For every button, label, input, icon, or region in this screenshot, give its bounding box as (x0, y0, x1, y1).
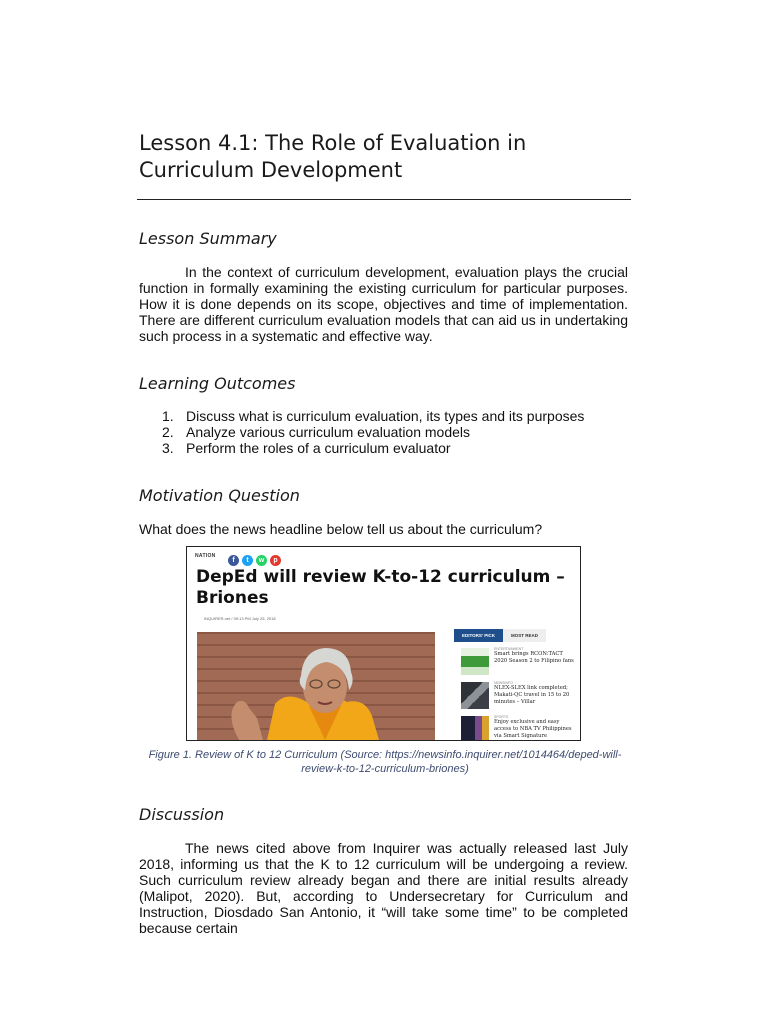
motivation-question-heading: Motivation Question (139, 486, 300, 505)
list-item (139, 440, 584, 456)
tab-most-read: MOST READ (503, 629, 546, 642)
news-headline: DepEd will review K-to-12 curriculum – Briones (196, 567, 565, 608)
list-item-number: 1. (162, 408, 174, 424)
news-sidebar-tabs (454, 629, 546, 642)
facebook-icon: f (228, 555, 239, 566)
discussion-text: The news cited above from Inquirer was actually released last July 2018, informing us that the K to 12 curriculum will be undergoing a review. Such curriculum review already began and there are initial results already (Malipot, 2020). But, according to Undersecretary for Curriculum and Instruction, Diosdado San Antonio, it “will take some time” to be completed because certain (139, 840, 628, 936)
list-item (139, 408, 584, 424)
sidebar-item-title: NLEX-SLEX link completed; Makati-QC travel in 15 to 20 minutes – Villar (494, 685, 570, 705)
list-item-text: Perform the roles of a curriculum evaluator (186, 440, 451, 456)
list-item-text: Analyze various curriculum evaluation models (186, 424, 471, 440)
news-screenshot-figure (186, 546, 581, 741)
news-sidebar-list (457, 647, 575, 741)
list-item (457, 715, 575, 741)
list-item-text: Discuss what is curriculum evaluation, its types and its purposes (186, 408, 585, 424)
title-divider (137, 199, 631, 200)
news-photo (197, 632, 435, 740)
sidebar-item-title: Enjoy exclusive and easy access to NBA TV Philippines via Smart Signature (494, 719, 572, 739)
discussion-paragraph (139, 840, 628, 936)
news-byline: INQUIRER.net / 09:13 PM July 25, 2018 (204, 616, 276, 621)
list-item (457, 681, 575, 713)
sidebar-thumbnail (461, 648, 489, 675)
lesson-summary-paragraph (139, 264, 628, 344)
learning-outcomes-heading: Learning Outcomes (139, 374, 296, 393)
motivation-question-text: What does the news headline below tell us about the curriculum? (139, 521, 543, 537)
sidebar-item-title: Smart brings RCON:TACT 2020 Season 2 to Filipino fans (494, 651, 574, 664)
list-item (139, 424, 584, 440)
tab-editors-pick: EDITORS' PICK (454, 629, 503, 642)
sidebar-thumbnail (461, 716, 489, 741)
news-section-label: NATION (195, 553, 216, 559)
list-item-number: 2. (162, 424, 174, 440)
figure-caption: Figure 1. Review of K to 12 Curriculum (Source: https://newsinfo.inquirer.net/1014464/deped-will-review-k-to-12-curriculum-briones) (148, 749, 622, 775)
learning-outcomes-list (139, 408, 584, 456)
sidebar-thumbnail (461, 682, 489, 709)
whatsapp-icon: w (256, 555, 267, 566)
lesson-summary-text: In the context of curriculum development, evaluation plays the crucial function in formally examining the existing curriculum for particular purposes. How it is done depends on its scope, objectives and time of implementation. There are different curriculum evaluation models that can aid us in undertaking such process in a systematic and effective way. (139, 264, 628, 344)
twitter-icon: t (242, 555, 253, 566)
list-item (457, 647, 575, 679)
lesson-summary-heading: Lesson Summary (139, 229, 277, 248)
list-item-number: 3. (162, 440, 174, 456)
discussion-heading: Discussion (139, 805, 225, 824)
lesson-title: Lesson 4.1: The Role of Evaluation in Curriculum Development (139, 131, 527, 182)
sidebar-item-category: NEWSINFO (494, 681, 513, 685)
pinterest-icon: p (270, 555, 281, 566)
sidebar-item-category: ENTERTAINMENT (494, 647, 524, 651)
sidebar-item-category: SPORTS (494, 715, 509, 719)
